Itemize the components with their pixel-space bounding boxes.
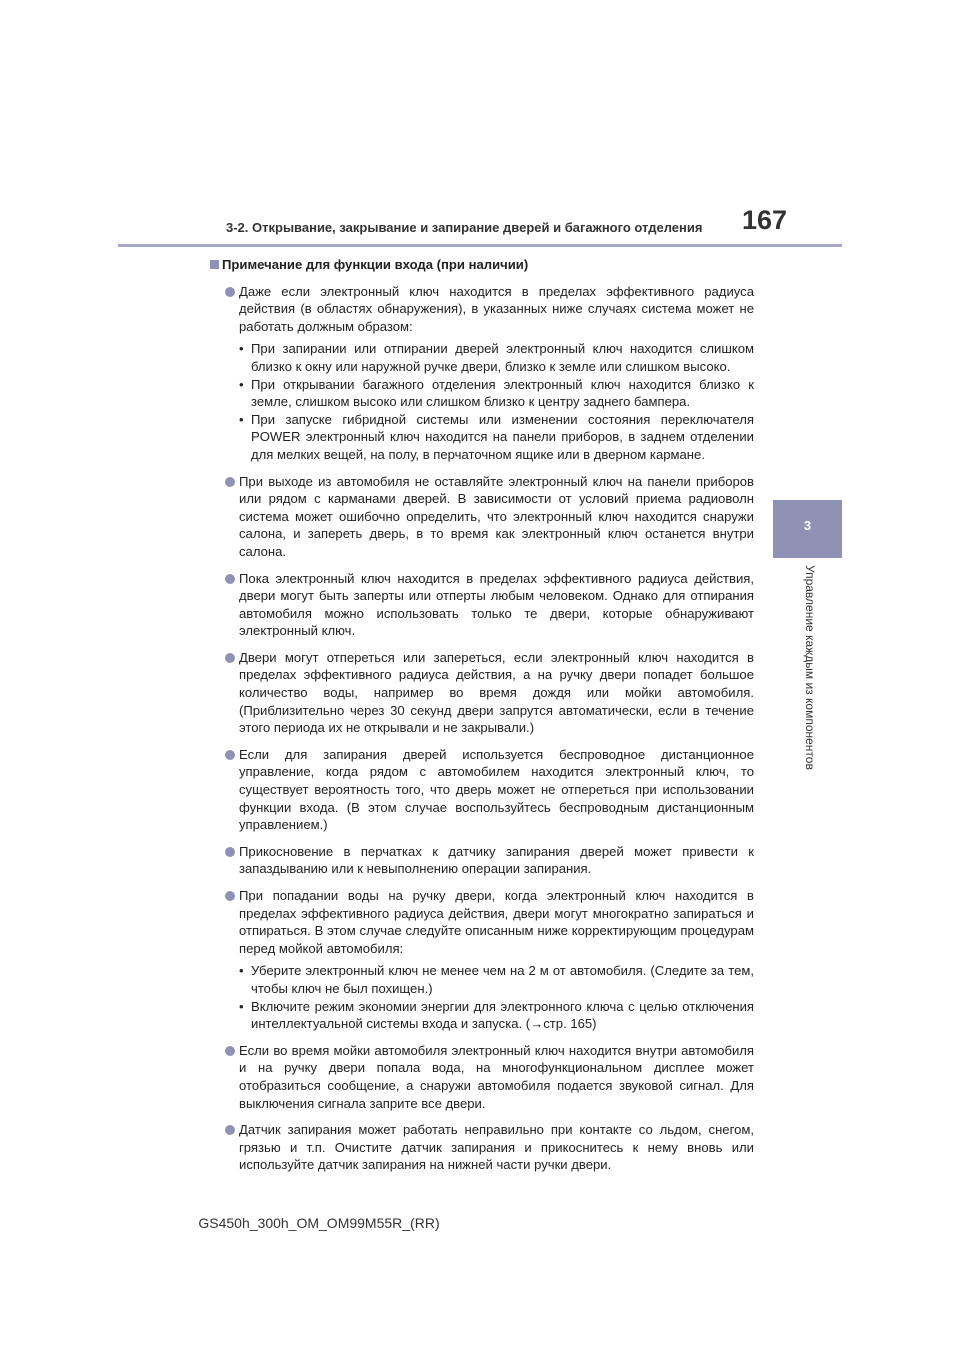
chapter-number: 3 bbox=[803, 518, 812, 533]
bullet-item bbox=[210, 473, 754, 561]
bullet-item bbox=[210, 746, 754, 834]
bullet-dot-icon bbox=[225, 847, 235, 857]
section-title-text: Примечание для функции входа (при наличии) bbox=[222, 257, 529, 272]
bullet-list bbox=[210, 283, 754, 1174]
square-bullet-icon bbox=[210, 260, 219, 269]
sub-item bbox=[239, 962, 754, 997]
chapter-tab bbox=[773, 500, 842, 558]
bullet-text: Пока электронный ключ находится в пределах эффективного радиуса действия, двери могут быть заперты или отперты любым человеком. Однако для отпирания автомобиля можно использовать только те двери, которые обнаруживают электронный ключ. bbox=[239, 570, 754, 639]
bullet-dot-icon bbox=[225, 653, 235, 663]
bullet-text: Даже если электронный ключ находится в пределах эффективного радиуса действия (в областях обнаружения), в указанных ниже случаях система может не работать должным образом: bbox=[239, 283, 754, 334]
bullet-text: Прикосновение в перчатках к датчику запирания дверей может привести к запаздыванию или к невыполнению операции запирания. bbox=[239, 843, 754, 877]
sub-item bbox=[239, 998, 754, 1033]
sub-item-text: При запуске гибридной системы или изменении состояния переключателя POWER электронный ключ находится на панели приборов, в заднем отделении для мелких вещей, на полу, в перчаточном ящике или в дверном кармане. bbox=[251, 411, 754, 462]
bullet-text: Датчик запирания может работать неправильно при контакте со льдом, снегом, грязью и т.п. Очистите датчик запирания и прикоснитесь к нему вновь или используйте датчик запирания на нижней части ручки двери. bbox=[239, 1122, 754, 1173]
sub-item bbox=[239, 340, 754, 375]
bullet-dot-icon bbox=[225, 891, 235, 901]
sub-item-text: Включите режим экономии энергии для электронного ключа с целью отключения интеллектуальной системы входа и запуска. (→стр. 165) bbox=[251, 998, 754, 1032]
sub-item bbox=[239, 411, 754, 464]
bullet-dot-icon bbox=[225, 477, 235, 487]
page-number: 167 bbox=[742, 205, 788, 235]
bullet-text: Если во время мойки автомобиля электронный ключ находится внутри автомобиля и на ручку двери попала вода, на многофункциональном дисплее может отобразиться сообщение, а снаружи автомобиля подается звуковой сигнал. Для выключения сигнала заприте все двери. bbox=[239, 1042, 754, 1111]
sub-list bbox=[239, 340, 754, 463]
small-bullet-icon: • bbox=[239, 376, 244, 392]
sub-item bbox=[239, 376, 754, 411]
small-bullet-icon: • bbox=[239, 998, 244, 1014]
sub-item-text: Уберите электронный ключ не менее чем на 2 м от автомобиля. (Следите за тем, чтобы ключ не был похищен.) bbox=[251, 963, 754, 996]
bullet-item bbox=[210, 283, 754, 464]
bullet-dot-icon bbox=[225, 750, 235, 760]
bullet-dot-icon bbox=[225, 574, 235, 584]
bullet-text: При попадании воды на ручку двери, когда электронный ключ находится в пределах эффективного радиуса действия, двери могут многократно запираться и отпираться. В этом случае следуйте описанным ниже корректирующим процедурам перед мойкой автомобиля: bbox=[239, 888, 754, 956]
bullet-dot-icon bbox=[225, 287, 235, 297]
bullet-item bbox=[210, 1042, 754, 1112]
bullet-dot-icon bbox=[225, 1125, 235, 1135]
bullet-item bbox=[210, 649, 754, 737]
sub-item-text: При открывании багажного отделения электронный ключ находится близко к земле, слишком высоко или слишком близко к центру заднего бампера. bbox=[251, 376, 754, 410]
bullet-item bbox=[210, 1121, 754, 1174]
bullet-item bbox=[210, 887, 754, 1033]
header-title: 3-2. Открывание, закрывание и запирание дверей и багажного отделения bbox=[226, 220, 703, 235]
small-bullet-icon: • bbox=[239, 341, 244, 357]
section-title bbox=[210, 256, 754, 274]
header-rule bbox=[118, 244, 842, 247]
sub-list bbox=[239, 962, 754, 1032]
bullet-dot-icon bbox=[225, 1046, 235, 1056]
bullet-item bbox=[210, 570, 754, 640]
small-bullet-icon: • bbox=[239, 411, 244, 427]
bullet-item bbox=[210, 843, 754, 878]
small-bullet-icon: • bbox=[239, 963, 244, 979]
sub-item-text: При запирании или отпирании дверей электронный ключ находится слишком близко к окну или наружной ручке двери, близко к земле или слишком высоко. bbox=[251, 341, 754, 374]
bullet-text: Если для запирания дверей используется беспроводное дистанционное управление, когда рядом с автомобилем находится электронный ключ, то существует вероятность того, что дверь может не отпереться при использовании функции входа. (В этом случае воспользуйтесь беспроводным дистанционным управлением.) bbox=[239, 746, 754, 833]
main-content bbox=[210, 256, 754, 1183]
bullet-text: При выходе из автомобиля не оставляйте электронный ключ на панели приборов или рядом с карманами дверей. В зависимости от условий приема радиоволн система может ошибочно определить, что электронный ключ находится снаружи салона, и запереть дверь, в то время как электронный ключ останется внутри салона. bbox=[239, 473, 754, 559]
bullet-text: Двери могут отпереться или запереться, если электронный ключ находится в пределах эффективного радиуса действия, а на ручку двери попадет большое количество воды, например во время дождя или мойки автомобиля. (Приблизительно через 30 секунд двери запрутся автоматически, если в течение этого периода их не открывали и не закрывали.) bbox=[239, 649, 754, 736]
chapter-label: Управление каждым из компонентов bbox=[803, 565, 817, 770]
footer-code: GS450h_300h_OM_OM99M55R_(RR) bbox=[198, 1215, 440, 1231]
